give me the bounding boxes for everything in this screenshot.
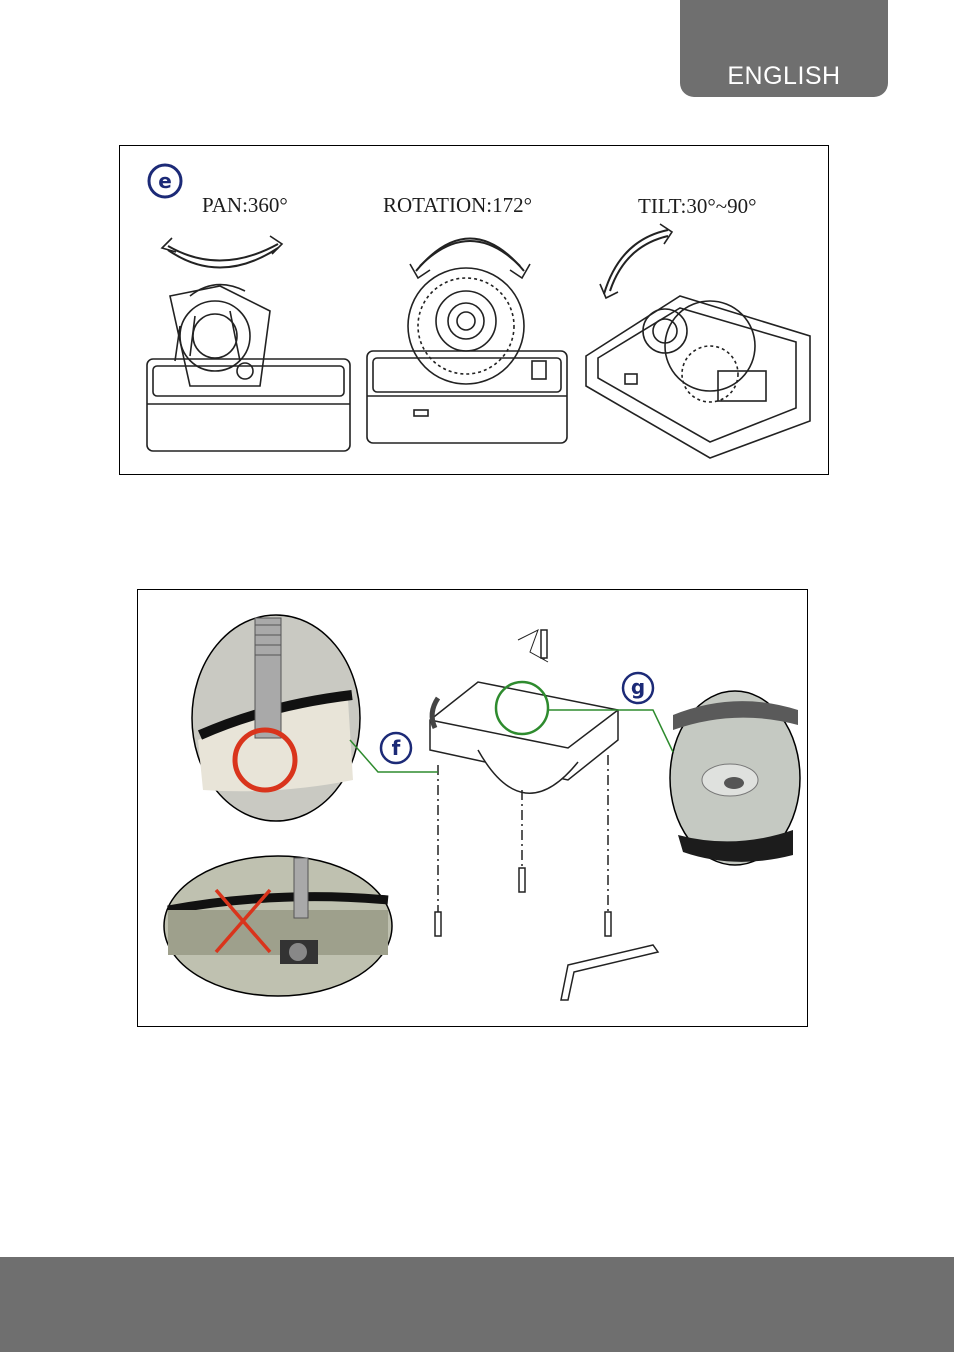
language-tab-label: ENGLISH xyxy=(727,62,841,90)
footer-bar xyxy=(0,1257,954,1352)
svg-text:e: e xyxy=(158,169,172,193)
correct-screw-photo xyxy=(192,615,360,821)
rotation-label: ROTATION:172° xyxy=(383,193,533,217)
pan-label: PAN:360° xyxy=(202,193,288,217)
pan-camera-illustration xyxy=(147,236,350,451)
screw-head-closeup-photo xyxy=(670,691,800,865)
figure-f-drawing xyxy=(138,590,807,1026)
figure-e-adjustment-illustration xyxy=(119,145,829,475)
svg-text:g: g xyxy=(630,675,646,699)
language-tab xyxy=(680,0,888,97)
badge-f xyxy=(381,733,411,763)
svg-text:f: f xyxy=(391,736,401,760)
figure-f-mounting-illustration xyxy=(137,589,808,1027)
tilt-camera-illustration xyxy=(586,224,810,458)
rotation-camera-illustration xyxy=(367,239,567,444)
figure-e-drawing xyxy=(120,146,828,474)
badge-g xyxy=(623,673,653,703)
tilt-label: TILT:30°~90° xyxy=(638,194,757,218)
incorrect-screw-photo xyxy=(164,856,392,996)
badge-e xyxy=(149,165,181,197)
